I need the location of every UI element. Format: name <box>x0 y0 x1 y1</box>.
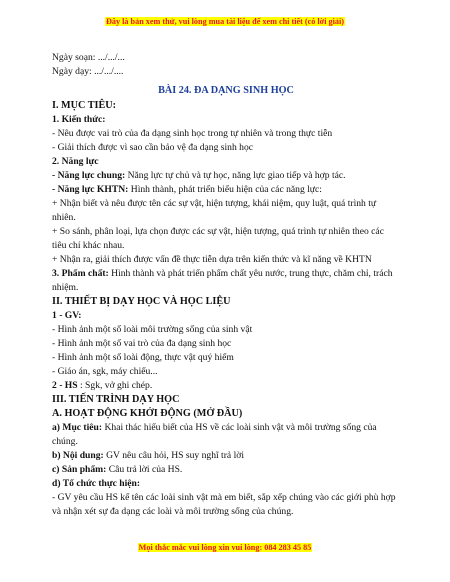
bottom-banner-text: Mọi thắc mắc vui lòng xin vui lòng: 084 283 45 85 <box>138 543 312 552</box>
process-heading: III. TIẾN TRÌNH DẠY HỌC <box>52 394 180 405</box>
khtn-ability-text: Hình thành, phát triển biểu hiện của các năng lực: <box>128 184 322 195</box>
lesson-title: BÀI 24. ĐA DẠNG SINH HỌC <box>158 85 294 96</box>
knowledge-item-1: - Nêu được vai trò của đa dạng sinh học trong tự nhiên và trong thực tiễn <box>52 128 333 139</box>
knowledge-item-2: - Giải thích được vì sao cần bảo vệ đa dạng sinh học <box>52 142 254 153</box>
top-banner-text: Đây là bản xem thử, vui lòng mua tài liệu để xem chi tiết (có lời giải) <box>105 17 344 26</box>
gv-item: - Giáo án, sgk, máy chiếu... <box>52 366 158 377</box>
product-item <box>52 463 400 477</box>
khtn-item-1: + Nhận biết và nêu được tên các sự vật, hiện tượng, khái niệm, quy luật, quá trình tự nhiên. <box>52 198 377 223</box>
goal-label: a) Mục tiêu: <box>52 422 103 433</box>
content-item <box>52 449 400 463</box>
hs-label: 2 - HS <box>52 380 78 391</box>
general-ability-text: Năng lực tự chủ và tự học, năng lực giao tiếp và hợp tác. <box>125 170 346 181</box>
content-label: b) Nội dung: <box>52 450 104 461</box>
gv-item: - Hình ảnh một số loài môi trường sống của sinh vật <box>52 324 253 335</box>
gv-heading: 1 - GV: <box>52 310 82 321</box>
gv-item: - Hình ảnh một số loài động, thực vật quý hiếm <box>52 352 234 363</box>
bottom-contact-banner <box>0 543 450 552</box>
goal-item <box>52 421 400 449</box>
product-text: Câu trả lời của HS. <box>106 464 183 475</box>
top-preview-banner <box>0 17 450 26</box>
general-ability-label: - Năng lực chung: <box>52 170 126 181</box>
activity-heading: A. HOẠT ĐỘNG KHỞI ĐỘNG (MỞ ĐẦU) <box>52 408 243 419</box>
content-text: GV nêu câu hỏi, HS suy nghĩ trả lời <box>103 450 244 461</box>
product-label: c) Sản phẩm: <box>52 464 107 475</box>
khtn-item-2: + So sánh, phân loại, lựa chọn được các sự vật, hiện tượng, quá trình tự nhiên theo các tiêu chí khác nhau. <box>52 226 384 251</box>
goal-text: Khai thác hiểu biết của HS về các loài sinh vật và môi trường sống của chúng. <box>52 422 377 447</box>
quality-text: Hình thành và phát triển phẩm chất yêu nước, trung thực, chăm chỉ, trách nhiệm. <box>52 268 393 293</box>
knowledge-heading: 1. Kiến thức: <box>52 114 106 125</box>
organization-text: - GV yêu cầu HS kể tên các loài sinh vật mà em biết, sắp xếp chúng vào các giới phù hợp và nhận xét sự đa dạng các loài và môi trường sống của chúng. <box>52 492 396 517</box>
khtn-item-3: + Nhận ra, giải thích được vấn đề thực tiễn dựa trên kiến thức và kĩ năng về KHTN <box>52 254 372 265</box>
document-body <box>52 51 400 519</box>
hs-text: : Sgk, vở ghi chép. <box>77 380 153 391</box>
date-taught: Ngày dạy: .../.../.... <box>52 66 124 77</box>
gv-item: - Hình ảnh một số vai trò của đa dạng sinh học <box>52 338 232 349</box>
khtn-ability-label: - Năng lực KHTN: <box>52 184 129 195</box>
date-prepared: Ngày soạn: .../.../... <box>52 52 125 63</box>
organization-heading: d) Tổ chức thực hiện: <box>52 478 141 489</box>
quality-item <box>52 267 400 295</box>
objectives-heading: I. MỤC TIÊU: <box>52 100 117 111</box>
hs-item <box>52 379 400 393</box>
ability-heading: 2. Năng lực <box>52 156 99 167</box>
quality-label: 3. Phẩm chất: <box>52 268 109 279</box>
general-ability <box>52 169 400 183</box>
equipment-heading: II. THIẾT BỊ DẠY HỌC VÀ HỌC LIỆU <box>52 296 231 307</box>
khtn-ability <box>52 183 400 197</box>
